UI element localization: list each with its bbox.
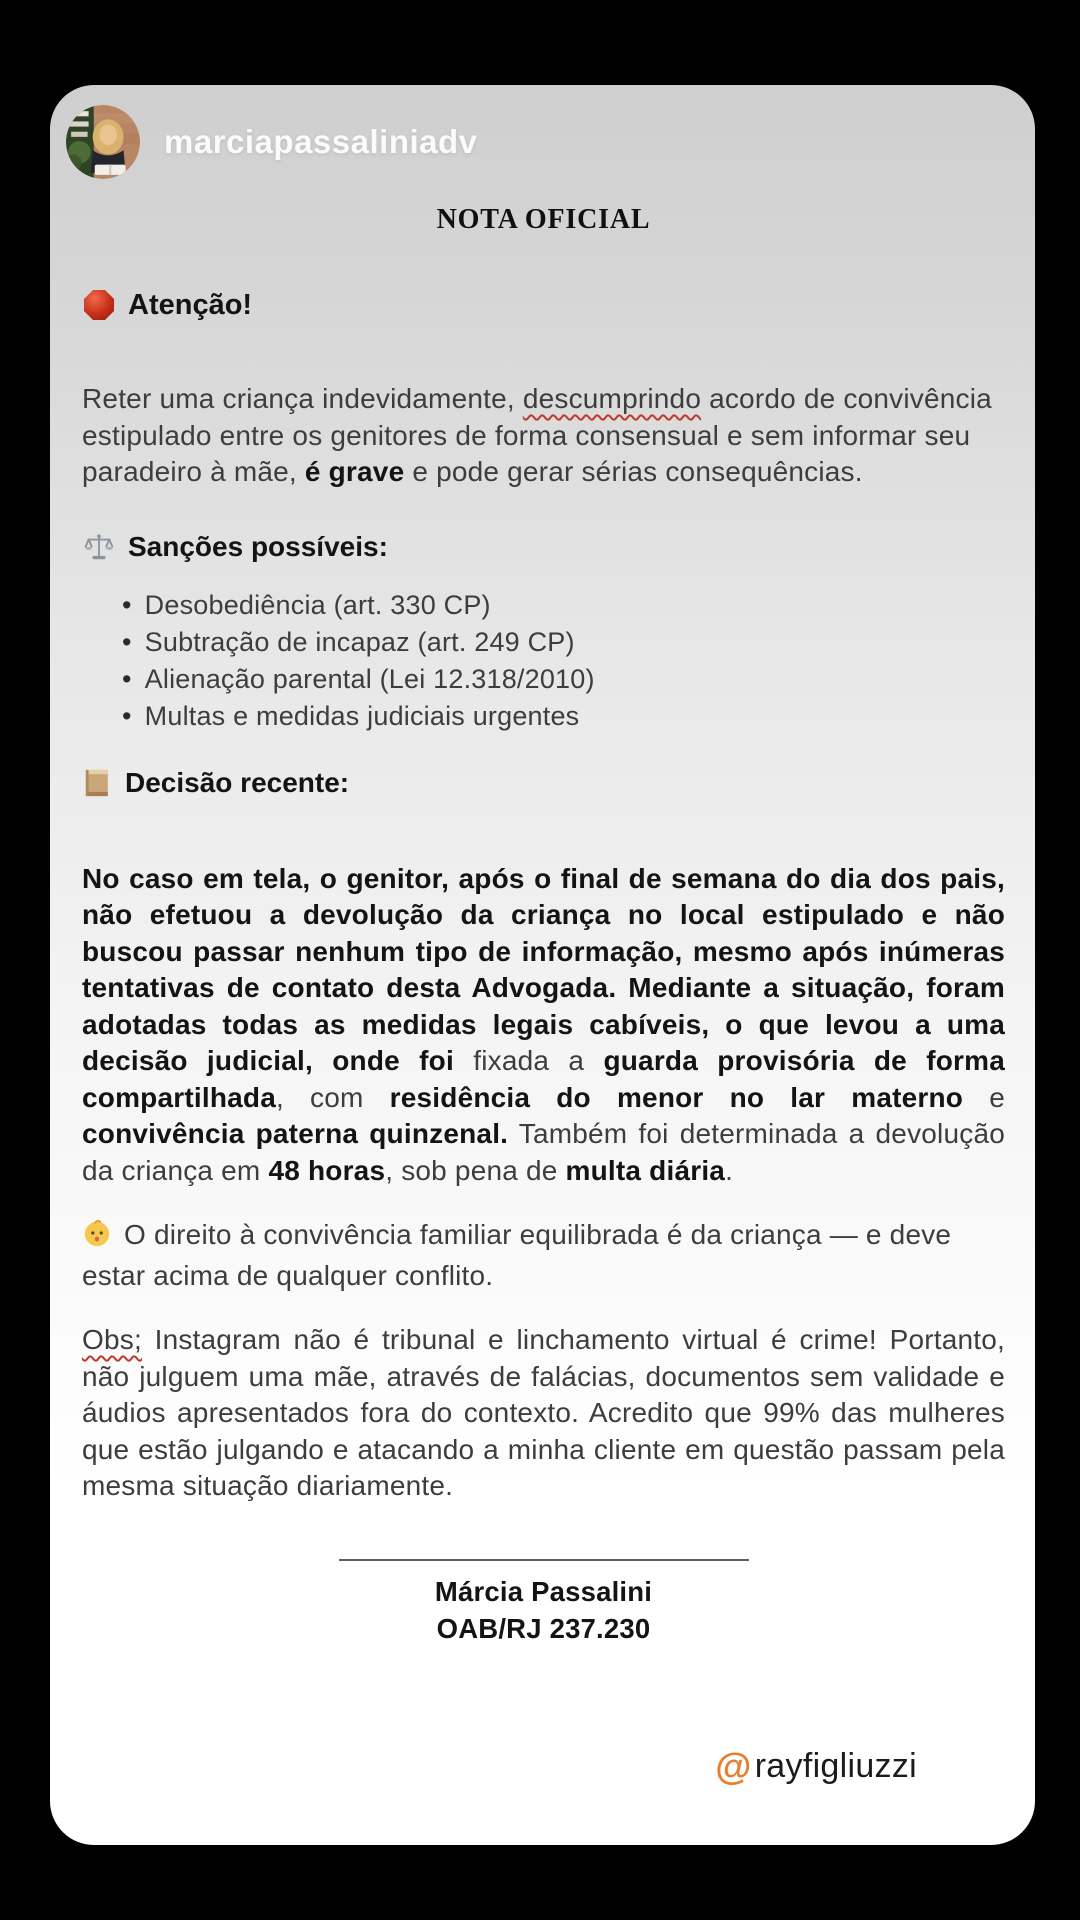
decision-segment: residência do menor no lar materno (389, 1081, 964, 1113)
scales-icon (84, 532, 114, 562)
obs-segment-misspelled: Obs; (82, 1324, 142, 1355)
intro-segment: e pode gerar sérias consequências. (404, 456, 863, 487)
intro-segment: Reter uma criança indevidamente, (82, 383, 523, 414)
list-item (122, 698, 1005, 735)
at-icon: @ (715, 1745, 752, 1787)
story-card (50, 85, 1035, 1845)
list-item (122, 624, 1005, 661)
child-rights-text: O direito à convivência familiar equilibrada é da criança — e deve estar acima de qualquer conflito. (82, 1219, 952, 1291)
list-item-text: Alienação parental (Lei 12.318/2010) (144, 663, 595, 694)
scroll-icon (84, 768, 111, 798)
decision-segment: No caso em tela, o genitor, após o final de semana do dia dos pais, não efetuou a devolução da criança no local estipulado e não buscou passar nenhum tipo de informação, mesmo após inúmeras tentativas de contato desta Advogada. Mediante a situação, foram adotadas todas as medidas legais cabíveis, o que levou a uma decisão judicial, onde foi (82, 862, 1005, 1076)
child-rights-paragraph (82, 1217, 1005, 1294)
baby-icon (82, 1218, 112, 1258)
attention-label: Atenção! (128, 289, 253, 321)
signature-block (82, 1559, 1005, 1647)
note-title: NOTA OFICIAL (436, 204, 651, 235)
sanctions-heading (84, 529, 1005, 565)
decision-segment: multa diária (565, 1154, 726, 1186)
decision-segment: Também foi determinada a devolução da criança em (82, 1118, 1005, 1186)
intro-segment-misspelled: descumprindo (522, 383, 702, 414)
bullet-icon (122, 698, 132, 735)
watermark (715, 1747, 917, 1786)
obs-paragraph (82, 1322, 1005, 1505)
decision-segment: . (725, 1154, 734, 1186)
intro-segment-emphasis: é grave (304, 456, 405, 487)
decision-segment: , com (275, 1081, 390, 1113)
list-item-text: Multas e medidas judiciais urgentes (144, 700, 580, 731)
sanctions-list (82, 587, 1005, 735)
decision-segment: fixada a (473, 1045, 604, 1076)
attention-heading (84, 287, 1005, 323)
bullet-icon (122, 624, 132, 661)
decision-segment: convivência paterna quinzenal. (82, 1118, 509, 1149)
decision-segment: , sob pena de (385, 1154, 566, 1186)
signature-oab: OAB/RJ 237.230 (436, 1612, 651, 1644)
list-item (122, 587, 1005, 624)
decision-paragraph (82, 861, 1005, 1190)
bullet-icon (122, 661, 132, 698)
intro-segment: acordo de convivência estipulado entre os genitores de forma consensual e sem informar seu paradeiro à mãe, (82, 383, 992, 487)
decision-heading (84, 765, 1005, 801)
watermark-handle: rayfigliuzzi (754, 1747, 917, 1785)
note-content (82, 85, 1005, 1647)
list-item-text: Desobediência (art. 330 CP) (144, 589, 491, 620)
list-item (122, 661, 1005, 698)
sanctions-label: Sanções possíveis: (128, 530, 388, 562)
intro-paragraph (82, 381, 1005, 491)
username[interactable]: marciapassaliniadv (164, 123, 478, 160)
signature-name: Márcia Passalini (434, 1575, 653, 1607)
stop-octagon-icon (84, 290, 114, 320)
bullet-icon (122, 587, 132, 624)
decision-label: Decisão recente: (125, 766, 350, 798)
decision-segment: e (963, 1081, 1005, 1113)
list-item-text: Subtração de incapaz (art. 249 CP) (144, 626, 575, 657)
decision-segment: guarda provisória de forma compartilhada (82, 1045, 1005, 1113)
obs-segment: Instagram não é tribunal e linchamento virtual é crime! Portanto, não julguem uma mãe, através de falácias, documentos sem validade e áudios apresentados fora do contexto. Acredito que 99% das mulheres que estão julgando e atacando a minha cliente em questão passam pela mesma situação diariamente. (82, 1324, 1005, 1501)
signature-divider (339, 1559, 749, 1561)
decision-segment: 48 horas (268, 1154, 386, 1186)
